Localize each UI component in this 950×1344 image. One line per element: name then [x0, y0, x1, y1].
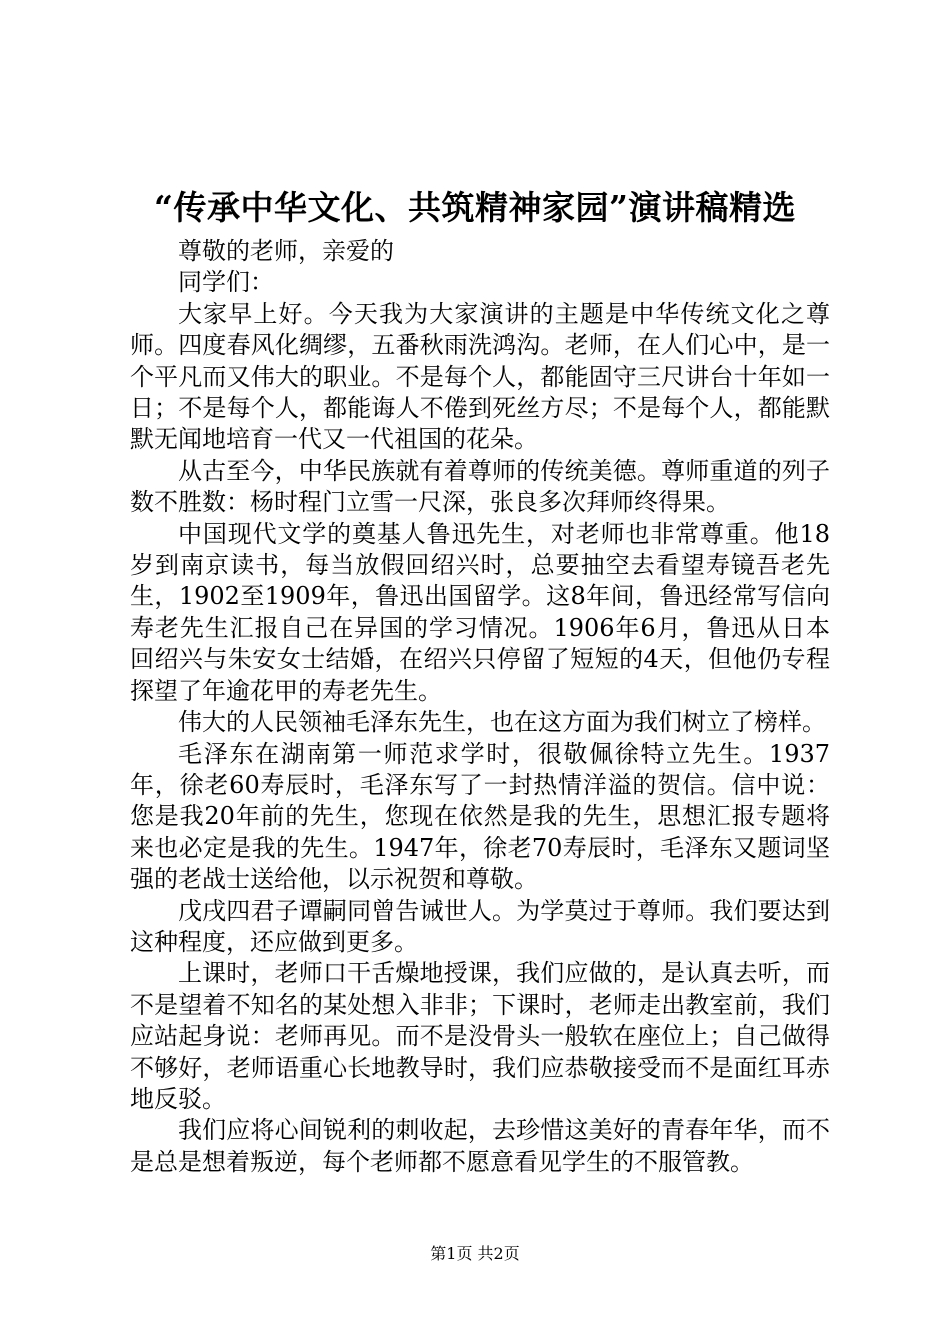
salutation-line-1: 尊敬的老师，亲爱的	[178, 237, 394, 265]
paragraph: 中国现代文学的奠基人鲁迅先生，对老师也非常尊重。他18岁到南京读书，每当放假回绍兴时，总要抽空去看望寿镜吾老先生，1902至1909年，鲁迅出国留学。这8年间，鲁迅经常写信向寿老先生汇报自己在异国的学习情况。1906年6月，鲁迅从日本回绍兴与朱安女士结婚，在绍兴只停留了短短的4天，但他仍专程探望了年逾花甲的寿老先生。	[130, 519, 830, 705]
paragraph: 大家早上好。今天我为大家演讲的主题是中华传统文化之尊师。四度春风化绸缪，五番秋雨洗鸿沟。老师，在人们心中，是一个平凡而又伟大的职业。不是每个人，都能固守三尺讲台十年如一日；不是每个人，都能诲人不倦到死丝方尽；不是每个人，都能默默无闻地培育一代又一代祖国的花朵。	[130, 299, 830, 454]
page-footer: 第1页 共2页	[430, 1244, 520, 1263]
paragraph: 上课时，老师口干舌燥地授课，我们应做的，是认真去听，而不是望着不知名的某处想入非非；下课时，老师走出教室前，我们应站起身说：老师再见。而不是没骨头一般软在座位上；自己做得不够好，老师语重心长地教导时，我们应恭敬接受而不是面红耳赤地反驳。	[130, 959, 830, 1113]
document-body	[130, 236, 830, 1178]
salutation-line-2: 同学们：	[178, 268, 274, 297]
document-title: “传承中华文化、共筑精神家园”演讲稿精选	[154, 188, 796, 227]
paragraph: 戊戌四君子谭嗣同曾告诫世人。为学莫过于尊师。我们要达到这种程度，还应做到更多。	[130, 896, 830, 956]
paragraph: 从古至今，中华民族就有着尊师的传统美德。尊师重道的列子数不胜数：杨时程门立雪一尺深，张良多次拜师终得果。	[130, 456, 830, 517]
paragraph: 毛泽东在湖南第一师范求学时，很敬佩徐特立先生。1937年，徐老60寿辰时，毛泽东写了一封热情洋溢的贺信。信中说：您是我20年前的先生，您现在依然是我的先生，思想汇报专题将来也必定是我的先生。1947年，徐老70寿辰时，毛泽东又题词坚强的老战士送给他，以示祝贺和尊敬。	[130, 739, 830, 894]
paragraph: 伟大的人民领袖毛泽东先生，也在这方面为我们树立了榜样。	[178, 708, 826, 737]
paragraph: 我们应将心间锐利的刺收起，去珍惜这美好的青春年华，而不是总是想着叛逆，每个老师都不愿意看见学生的不服管教。	[130, 1116, 830, 1176]
